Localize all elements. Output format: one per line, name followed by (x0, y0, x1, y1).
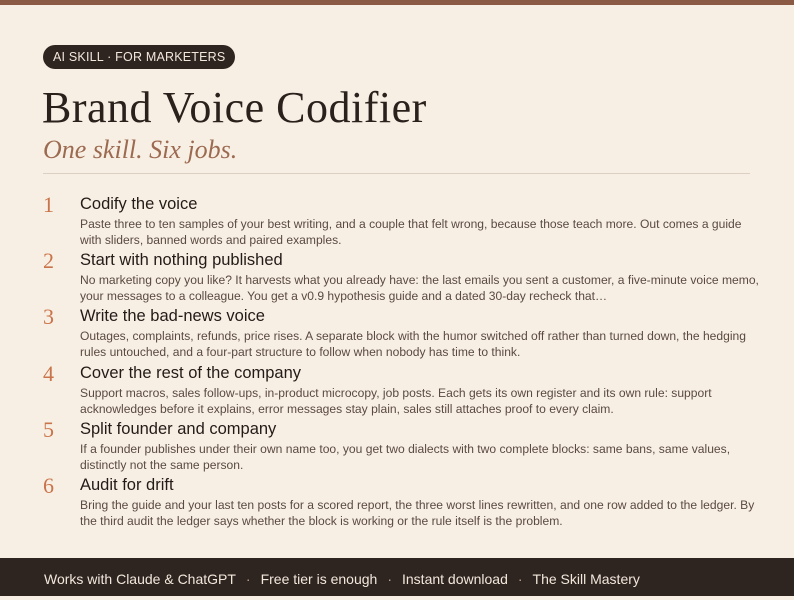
page-title: Brand Voice Codifier (42, 83, 427, 132)
item-title: Start with nothing published (80, 251, 283, 269)
item-number: 3 (43, 304, 54, 329)
item-number: 1 (43, 192, 54, 217)
footer-separator: · (517, 571, 523, 587)
item-description: Bring the guide and your last ten posts for a scored report, the three worst lines rewritten, and one row added to the ledger. By the third audit the ledger says whether the block is working or the rule itself is the problem. (80, 498, 755, 528)
footer-item-brand: The Skill Mastery (532, 571, 640, 587)
item-description: Paste three to ten samples of your best writing, and a couple that felt wrong, because those teach more. Out comes a guide with sliders, banned words and paired examples. (80, 217, 742, 247)
page-subtitle: One skill. Six jobs. (43, 135, 238, 164)
item-title: Cover the rest of the company (80, 364, 302, 382)
top-accent-bar (0, 0, 794, 5)
item-number: 4 (43, 361, 54, 386)
footer-item-free-tier: Free tier is enough (260, 571, 378, 587)
footer-item-download: Instant download (402, 571, 508, 587)
header-divider (43, 173, 750, 174)
item-title: Write the bad-news voice (80, 307, 265, 325)
item-number: 6 (43, 473, 54, 498)
footer-separator: · (245, 571, 251, 587)
item-description: If a founder publishes under their own name too, you get two dialects with two complete blocks: same bans, same values, distinctly not the same person. (80, 442, 731, 472)
item-title: Codify the voice (80, 195, 198, 213)
item-title: Split founder and company (80, 420, 277, 438)
item-number: 2 (43, 248, 54, 273)
item-number: 5 (43, 417, 54, 442)
item-description: Outages, complaints, refunds, price rises. A separate block with the humor switched off rather than turned down, the hedging rules untouched, and a four-part structure to follow when nobody has time to think. (80, 329, 746, 359)
item-title: Audit for drift (80, 476, 174, 494)
footer-separator: · (387, 571, 392, 587)
footer-features (44, 558, 640, 600)
item-description: Support macros, sales follow-ups, in-product microcopy, job posts. Each gets its own register and its own rule: support acknowledges before it explains, error messages stay plain, sales still attaches proof to every claim. (80, 386, 712, 416)
category-badge: AI SKILL · FOR MARKETERS (43, 45, 235, 69)
footer-item-compatibility: Works with Claude & ChatGPT (44, 571, 236, 587)
footer-bar (0, 558, 794, 596)
item-description: No marketing copy you like? It harvests what you already have: the last emails you sent a customer, a five-minute voice memo, your messages to a colleague. You get a v0.9 hypothesis guide and a dated 30-day recheck that… (80, 273, 759, 303)
